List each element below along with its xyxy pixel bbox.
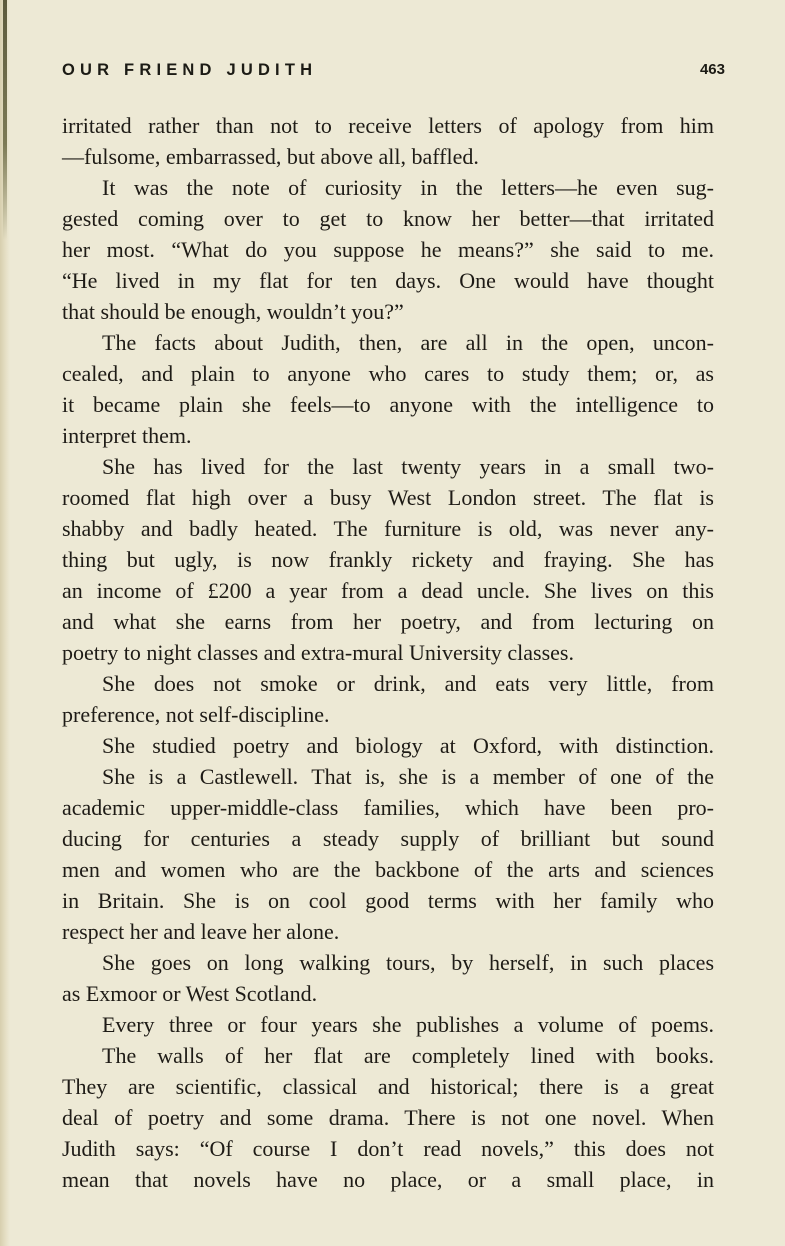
- text-line: The facts about Judith, then, are all in the open, uncon-: [102, 330, 714, 355]
- page-header: [62, 61, 725, 85]
- text-line: She does not smoke or drink, and eats very little, from: [102, 671, 714, 696]
- text-line: cealed, and plain to anyone who cares to study them; or, as: [62, 361, 714, 386]
- text-line: Every three or four years she publishes a volume of poems.: [102, 1012, 714, 1037]
- text-line: “He lived in my flat for ten days. One would have thought: [62, 268, 714, 293]
- text-line: They are scientific, classical and historical; there is a great: [62, 1074, 714, 1099]
- text-line: as Exmoor or West Scotland.: [62, 981, 318, 1006]
- text-line: her most. “What do you suppose he means?” she said to me.: [62, 237, 714, 262]
- text-line: an income of £200 a year from a dead uncle. She lives on this: [62, 578, 714, 603]
- text-line: that should be enough, wouldn’t you?”: [62, 299, 404, 324]
- text-line: and what she earns from her poetry, and from lecturing on: [62, 609, 714, 634]
- text-line: mean that novels have no place, or a small place, in: [62, 1167, 714, 1192]
- text-line: Judith says: “Of course I don’t read novels,” this does not: [62, 1136, 714, 1161]
- text-line: it became plain she feels—to anyone with the intelligence to: [62, 392, 714, 417]
- text-line: She is a Castlewell. That is, she is a member of one of the: [102, 764, 714, 789]
- text-line: preference, not self-discipline.: [62, 702, 330, 727]
- text-line: She studied poetry and biology at Oxford, with distinction.: [102, 733, 714, 758]
- text-line: It was the note of curiosity in the letters—he even sug-: [102, 175, 714, 200]
- text-line: thing but ugly, is now frankly rickety and fraying. She has: [62, 547, 714, 572]
- text-line: academic upper-middle-class families, which have been pro-: [62, 795, 714, 820]
- text-line: interpret them.: [62, 423, 192, 448]
- text-line: ducing for centuries a steady supply of brilliant but sound: [62, 826, 714, 851]
- text-line: —fulsome, embarrassed, but above all, baffled.: [62, 144, 479, 169]
- text-line: She goes on long walking tours, by herself, in such places: [102, 950, 714, 975]
- text-line: men and women who are the backbone of the arts and sciences: [62, 857, 714, 882]
- text-line: The walls of her flat are completely lined with books.: [102, 1043, 714, 1068]
- text-line: shabby and badly heated. The furniture is old, was never any-: [62, 516, 714, 541]
- text-line: gested coming over to get to know her better—that irritated: [62, 206, 714, 231]
- running-head: OUR FRIEND JUDITH: [62, 61, 318, 79]
- text-line: She has lived for the last twenty years in a small two-: [102, 454, 714, 479]
- page-number: 463: [699, 61, 725, 78]
- text-line: roomed flat high over a busy West London street. The flat is: [62, 485, 714, 510]
- body-text: [62, 110, 714, 1195]
- text-line: deal of poetry and some drama. There is not one novel. When: [62, 1105, 714, 1130]
- text-line: poetry to night classes and extra-mural University classes.: [62, 640, 574, 665]
- binding-edge-mark: [3, 0, 7, 240]
- text-line: respect her and leave her alone.: [62, 919, 340, 944]
- text-line: in Britain. She is on cool good terms with her family who: [62, 888, 714, 913]
- text-line: irritated rather than not to receive letters of apology from him: [62, 113, 714, 138]
